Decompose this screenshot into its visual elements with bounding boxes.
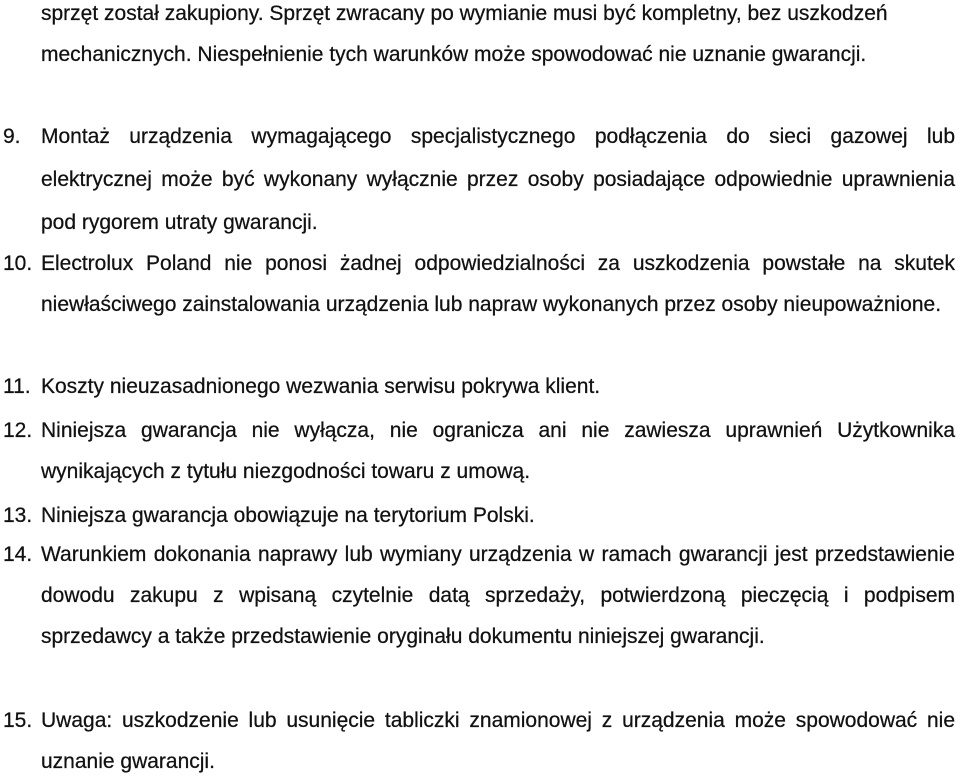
item-text: Electrolux Poland nie ponosi żadnej odpowiedzialności za uszkodzenia powstałe na skutek niewłaściwego zainstalowania urządzenia lub napraw wykonanych przez osoby nieupoważnione. (41, 252, 955, 316)
item-text: Niniejsza gwarancja nie wyłącza, nie ogranicza ani nie zawiesza uprawnień Użytkownika wynikających z tytułu niezgodności towaru z umową. (41, 419, 955, 483)
item-number: 10. (3, 252, 33, 275)
item-text: Warunkiem dokonania naprawy lub wymiany urządzenia w ramach gwarancji jest przedstawienie dowodu zakupu z wpisaną czytelnie datą sprzedaży, potwierdzoną pieczęcią i podpisem sprzedawcy a także przedstawienie oryginału dokumentu niniejszej gwarancji. (41, 543, 955, 648)
item-text: Koszty nieuzasadnionego wezwania serwisu pokrywa klient. (41, 375, 601, 398)
item-text: Montaż urządzenia wymagającego specjalistycznego podłączenia do sieci gazowej lub elektrycznej może być wykonany wyłącznie przez osoby posiadające odpowiednie uprawnienia pod rygorem utraty gwarancji. (41, 125, 955, 234)
item-number: 9. (3, 125, 21, 148)
item-number: 13. (3, 504, 33, 527)
item-text: Uwaga: uszkodzenie lub usunięcie tabliczki znamionowej z urządzenia może spowodować nie uznanie gwarancji. (41, 709, 955, 773)
previous-item-continuation: sprzęt został zakupiony. Sprzęt zwracany po wymianie musi być kompletny, bez uszkodzeń mechanicznych. Niespełnienie tych warunków może spowodować nie uznanie gwarancji. (41, 2, 888, 66)
item-number: 14. (3, 543, 33, 566)
item-text: Niniejsza gwarancja obowiązuje na terytorium Polski. (41, 504, 535, 527)
item-number: 12. (3, 419, 33, 442)
item-number: 15. (3, 709, 33, 732)
item-number: 11. (3, 375, 31, 398)
